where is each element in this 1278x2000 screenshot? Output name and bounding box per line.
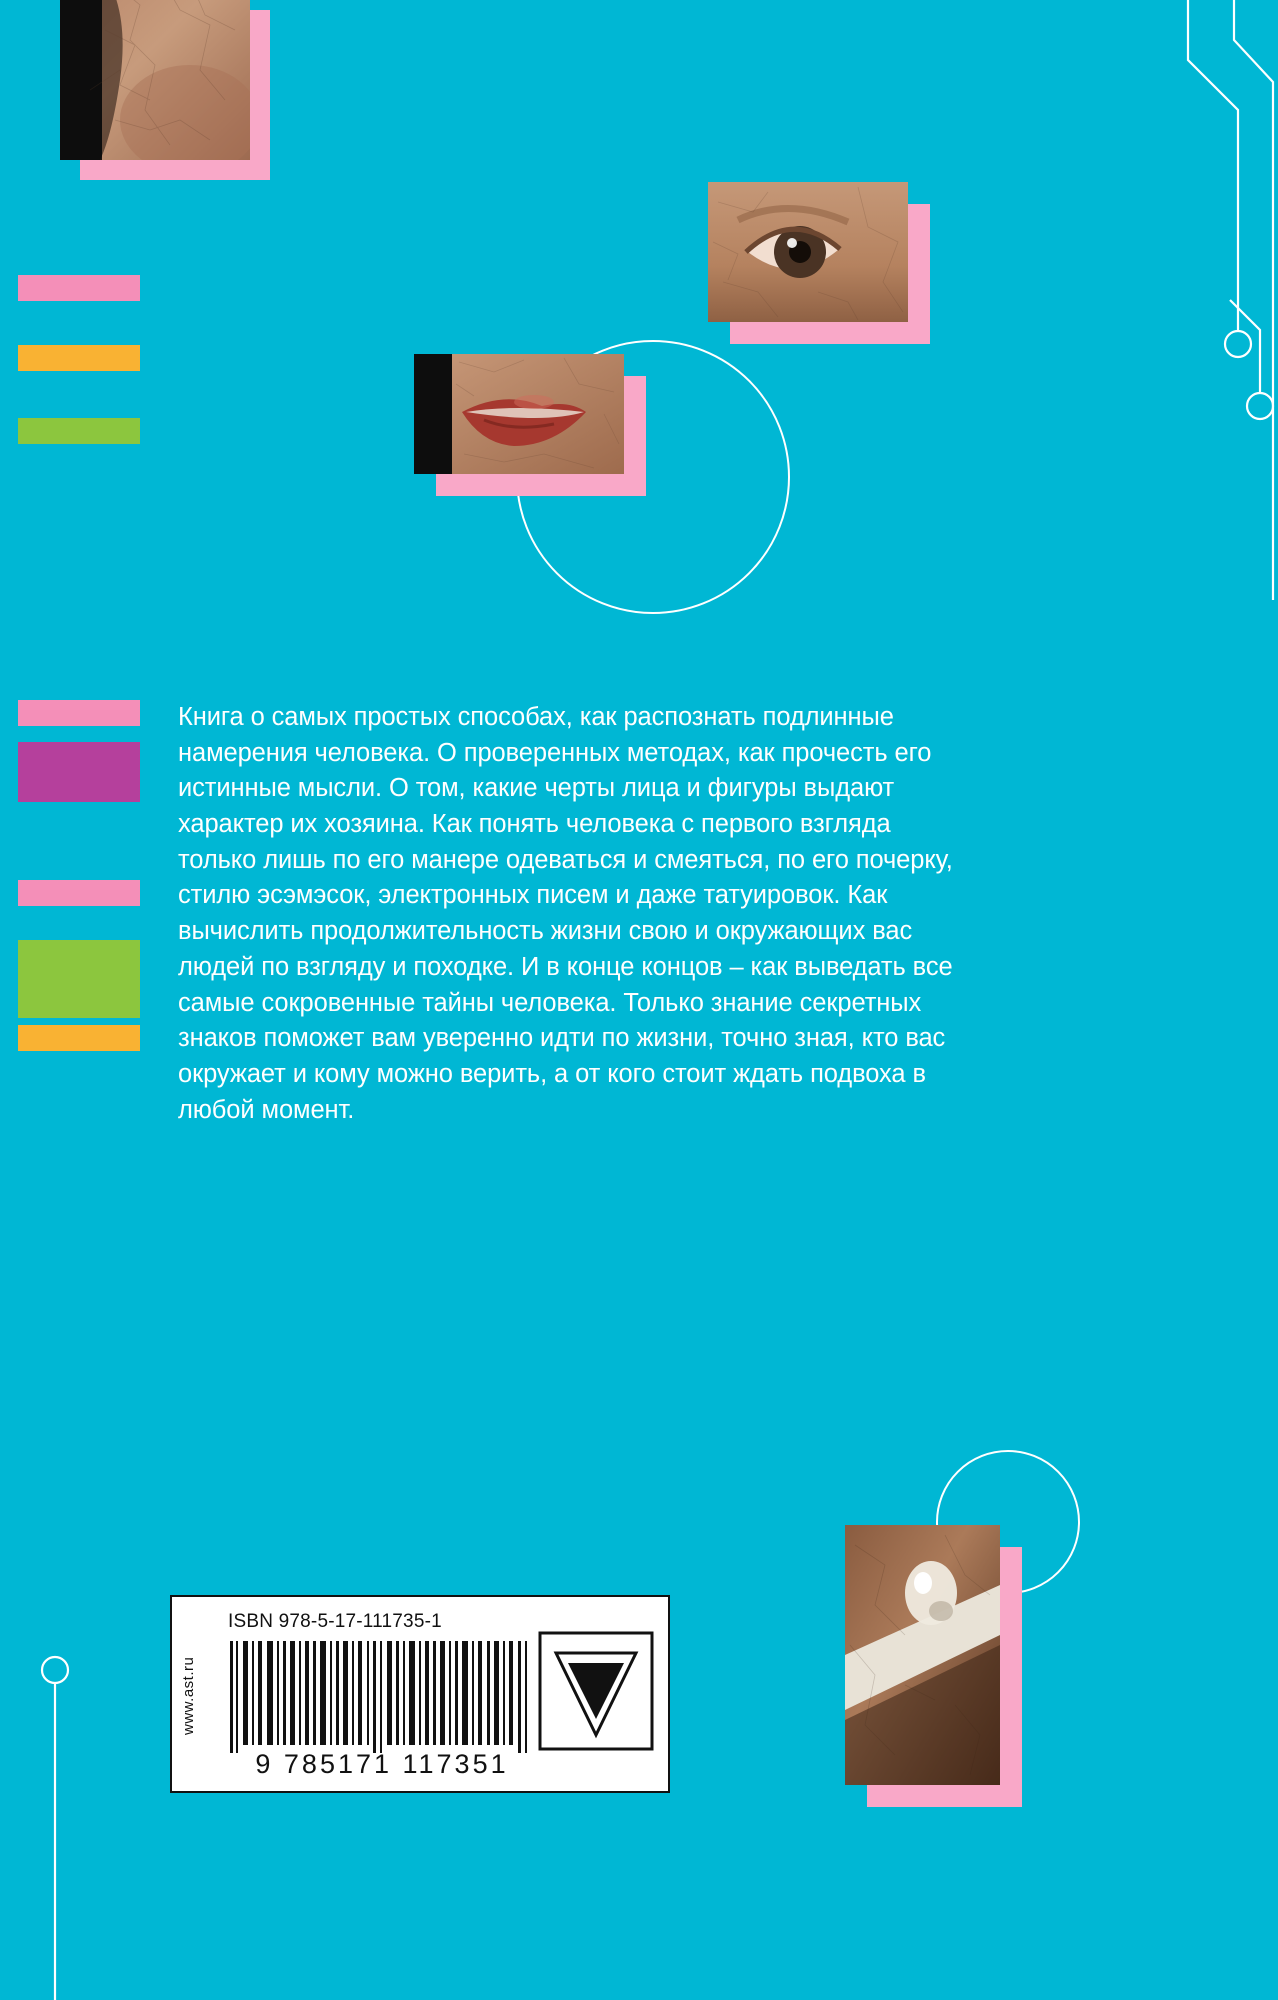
barcode-icon bbox=[228, 1641, 534, 1753]
back-cover-blurb: Книга о самых простых способах, как распознать подлинные намерения человека. О проверенных методах, как прочесть его истинные мысли. О том, какие черты лица и фигуры выдают характер их хозяина. Как понять человека с первого взгляда только лишь по его манере одеваться и смеяться, по его почерку, стилю эсэмэсок, электронных писем и даже татуировок. Как вычислить продолжительность жизни свою и окружающих вас людей по взгляду и походке. И в конце концов – как выведать все самые сокровенные тайны человека. Только знание секретных знаков поможет вам уверенно идти по жизни, точно зная, кто вас окружает и кому можно верить, а от кого стоит ждать подвоха в любой момент. bbox=[178, 703, 953, 1124]
bar-orange-top bbox=[18, 345, 140, 371]
bar-pink-low bbox=[18, 880, 140, 906]
bar-pink-top bbox=[18, 275, 140, 301]
tile-photo bbox=[60, 0, 250, 160]
tile-photo bbox=[708, 182, 908, 322]
isbn-barcode-box bbox=[170, 1595, 670, 1793]
bar-pink-mid bbox=[18, 700, 140, 726]
photo-tile-lips bbox=[414, 354, 649, 499]
publisher-website: www.ast.ru bbox=[180, 1656, 197, 1736]
photo-tile-chin bbox=[60, 0, 280, 190]
bar-green-top bbox=[18, 418, 140, 444]
photo-tile-eye bbox=[708, 182, 933, 347]
bar-magenta bbox=[18, 742, 140, 802]
circuit-line-bottom-left bbox=[20, 1640, 160, 2000]
circuit-lines-decoration bbox=[938, 0, 1278, 600]
barcode-digits: 9 785171 117351 bbox=[255, 1749, 509, 1779]
tile-photo bbox=[845, 1525, 1000, 1785]
isbn-label: ISBN 978-5-17-111735-1 bbox=[228, 1611, 442, 1632]
bar-green-low bbox=[18, 940, 140, 1018]
bar-orange-low bbox=[18, 1025, 140, 1051]
photo-tile-earring bbox=[845, 1525, 1025, 1815]
tile-photo bbox=[414, 354, 624, 474]
ast-publisher-logo-icon bbox=[538, 1631, 654, 1751]
